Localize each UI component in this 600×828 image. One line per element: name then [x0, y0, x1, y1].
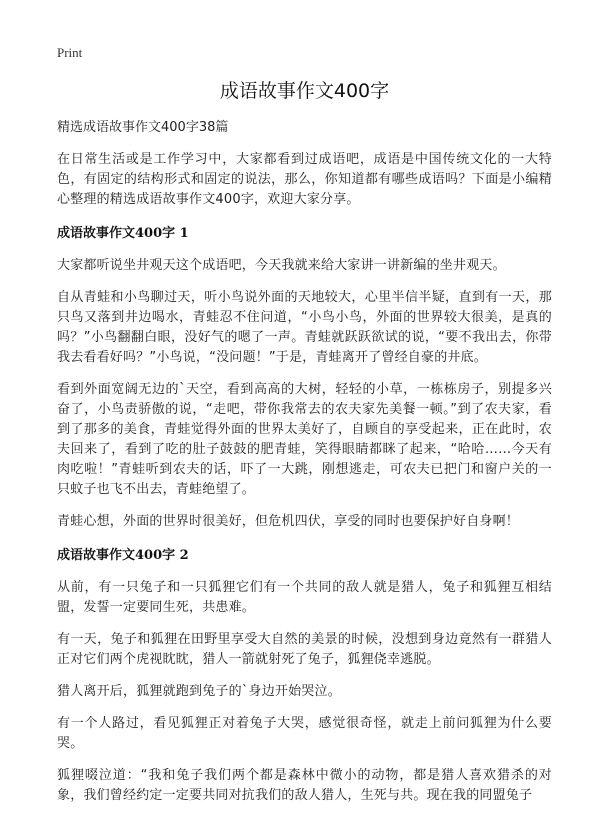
article-subtitle: 精选成语故事作文400字38篇	[57, 120, 229, 135]
intro-paragraph: 在日常生活或是工作学习中，大家都看到过成语吧，成语是中国传统文化的一大特色，有固定的结构形式和固定的说法，那么，你知道都有哪些成语吗？下面是小编精心整理的精选成语故事作文400字，欢迎大家分享。	[57, 152, 552, 207]
paragraph: 狐狸啜泣道：“我和兔子我们两个都是森林中微小的动物，都是猎人喜欢猎杀的对象，我们曾经约定一定要共同对抗我们的敌人猎人，生死与共。现在我的同盟兔子	[57, 768, 552, 803]
paragraph: 青蛙心想，外面的世界时很美好，但危机四伏，享受的同时也要保护好自身啊！	[57, 514, 520, 529]
section-heading: 成语故事作文400字 2	[57, 548, 189, 563]
paragraph: 自从青蛙和小鸟聊过天，听小鸟说外面的天地较大，心里半信半疑，直到有一天，那只鸟又落到井边喝水，青蛙忍不住问道，“小鸟小鸟，外面的世界较大很美，是真的吗？”小鸟翻翻白眼，没好气的嗯了一声。青蛙就跃跃欲试的说，“要不我出去，你带我去看看好吗？”小鸟说，“没问题！”于是，青蛙离开了曾经自豪的井底。	[57, 290, 552, 365]
print-link[interactable]: Print	[57, 45, 83, 60]
paragraph: 从前，有一只兔子和一只狐狸它们有一个共同的敌人就是猎人，兔子和狐狸互相结盟，发誓一定要同生死，共患难。	[57, 580, 552, 615]
section-heading: 成语故事作文400字 1	[57, 226, 189, 241]
article	[57, 78, 552, 818]
paragraph: 看到外面宽阔无边的`天空，看到高高的大树，轻轻的小草，一栋栋房子，别提多兴奋了，小鸟责骄傲的说，“走吧，带你我常去的农夫家先美餐一顿。”到了农夫家，看到了那多的美食，青蛙觉得外面的世界太美好了，自顾自的享受起来，正在此时，农夫回来了，看到了吃的肚子鼓鼓的肥青蛙，笑得眼睛都眯了起来，“哈哈……今天有肉吃啦！”青蛙听到农夫的话，吓了一大跳，刚想逃走，可农夫已把门和窗户关的一只蚊子也飞不出去，青蛙绝望了。	[57, 382, 552, 497]
paragraph: 有一天，兔子和狐狸在田野里享受大自然的美景的时候，没想到身边竟然有一群猎人正对它们两个虎视眈眈，猎人一箭就射死了兔子，狐狸侥幸逃脱。	[57, 632, 552, 667]
paragraph: 大家都听说坐井观天这个成语吧，今天我就来给大家讲一讲新编的坐井观天。	[57, 258, 506, 273]
paragraph: 猎人离开后，狐狸就跑到兔子的`身边开始哭泣。	[57, 684, 341, 699]
page-title: 成语故事作文400字	[219, 80, 390, 102]
paragraph: 有一个人路过，看见狐狸正对着兔子大哭，感觉很奇怪，就走上前问狐狸为什么要哭。	[57, 716, 552, 751]
